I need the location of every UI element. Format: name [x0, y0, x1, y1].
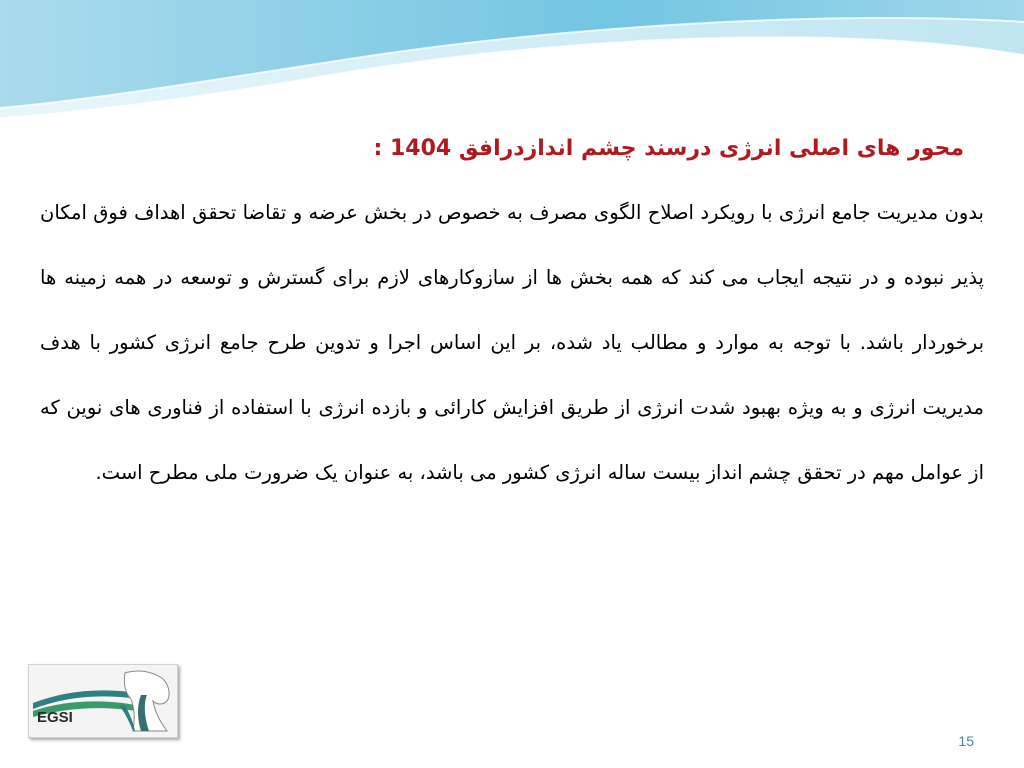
logo-text: EGSI	[37, 709, 73, 726]
slide-title: محور های اصلی انرژی درسند چشم اندازدرافق 1404 :	[373, 136, 964, 161]
egsi-logo	[28, 664, 178, 738]
header-wave-decoration	[0, 0, 1024, 130]
slide-body-text: بدون مدیریت جامع انرژی با رویکرد اصلاح الگوی مصرف به خصوص در بخش عرضه و تقاضا تحقق اهداف فوق امکان پذیر نبوده و در نتیجه ایجاب می کند که همه بخش ها از سازوکارهای لازم برای گسترش و توسعه در همه زمینه ها برخوردار باشد. با توجه به موارد و مطالب یاد شده، بر این اساس اجرا و تدوین طرح جامع انرژی کشور با هدف مدیریت انرژی و به ویژه بهبود شدت انرژی از طریق افزایش کارائی و بازده انرژی با استفاده از فناوری های نوین که از عوامل مهم در تحقق چشم انداز بیست ساله انرژی کشور می باشد، به عنوان یک ضرورت ملی مطرح است.	[40, 201, 984, 484]
egsi-horse-logo-icon	[29, 665, 177, 737]
page-number: 15	[958, 733, 974, 749]
